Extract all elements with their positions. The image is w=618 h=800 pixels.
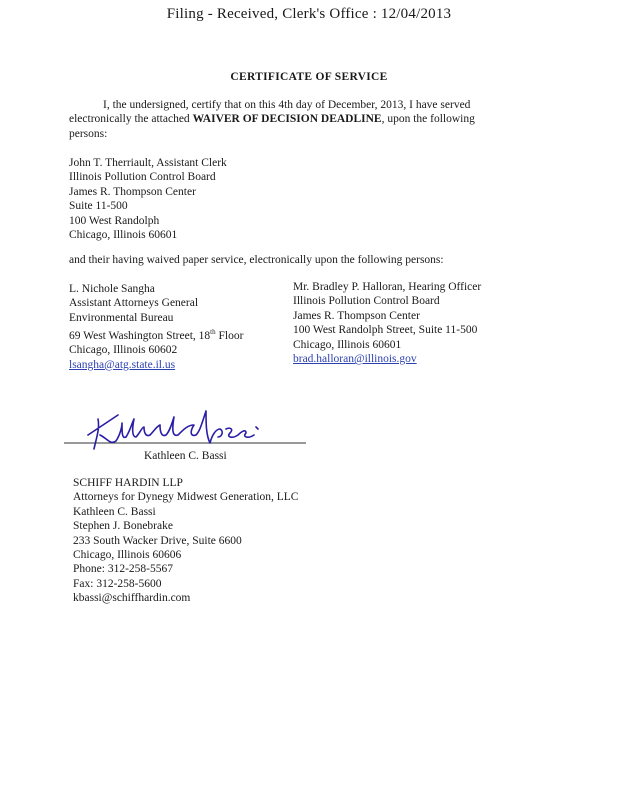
signatory-name: Kathleen C. Bassi <box>144 450 227 462</box>
left-party-line: L. Nichole Sangha <box>69 283 155 295</box>
left-party-street: 69 West Washington Street, 18th Floor <box>69 328 244 343</box>
right-party-line: 100 West Randolph Street, Suite 11-500 <box>293 324 478 337</box>
document-title: CERTIFICATE OF SERVICE <box>230 71 388 83</box>
left-party-city: Chicago, Illinois 60602 <box>69 344 178 357</box>
recipient-line: Suite 11-500 <box>69 200 128 213</box>
right-party-line: Illinois Pollution Control Board <box>293 295 440 308</box>
firm-fax: Fax: 312-258-5600 <box>73 577 162 590</box>
left-party-address-block <box>69 282 243 372</box>
intro-text-before: I, the undersigned, certify that on this 4th day of December, 2013, I have served electronically the attached <box>69 99 471 126</box>
served-document-title: WAIVER OF DECISION DEADLINE <box>192 113 382 126</box>
right-party-address-block <box>293 280 481 366</box>
firm-line: Stephen J. Bonebrake <box>73 520 173 533</box>
firm-line: SCHIFF HARDIN LLP <box>73 477 183 489</box>
certification-paragraph <box>69 98 501 141</box>
left-party-line: Environmental Bureau <box>69 311 174 324</box>
left-party-email-link[interactable]: lsangha@atg.state.il.us <box>69 358 176 371</box>
firm-signature-block <box>73 476 298 606</box>
intro-text-after: , upon the following persons: <box>69 113 475 140</box>
recipient-line: Chicago, Illinois 60601 <box>69 229 178 242</box>
electronic-service-intro: and their having waived paper service, electronically upon the following persons: <box>69 254 444 266</box>
recipient-line: Illinois Pollution Control Board <box>69 171 216 184</box>
firm-phone: Phone: 312-258-5567 <box>73 563 173 576</box>
recipient-line: 100 West Randolph <box>69 214 160 227</box>
firm-line: Chicago, Illinois 60606 <box>73 549 182 562</box>
left-party-line: Assistant Attorneys General <box>69 297 199 310</box>
firm-line: Attorneys for Dynegy Midwest Generation, LLC <box>73 491 299 504</box>
filing-header: Filing - Received, Clerk's Office : 12/04/2013 <box>166 6 452 22</box>
right-party-line: Chicago, Illinois 60601 <box>293 338 402 351</box>
right-party-line: James R. Thompson Center <box>293 309 420 322</box>
recipient-line: James R. Thompson Center <box>69 185 196 198</box>
firm-line: Kathleen C. Bassi <box>73 505 156 518</box>
firm-line: 233 South Wacker Drive, Suite 6600 <box>73 534 242 547</box>
recipient-line: John T. Therriault, Assistant Clerk <box>69 157 227 169</box>
firm-email: kbassi@schiffhardin.com <box>73 592 191 605</box>
recipient-address-block <box>69 156 227 242</box>
right-party-line: Mr. Bradley P. Halloran, Hearing Officer <box>293 281 482 293</box>
right-party-email-link[interactable]: brad.halloran@illinois.gov <box>293 353 417 366</box>
